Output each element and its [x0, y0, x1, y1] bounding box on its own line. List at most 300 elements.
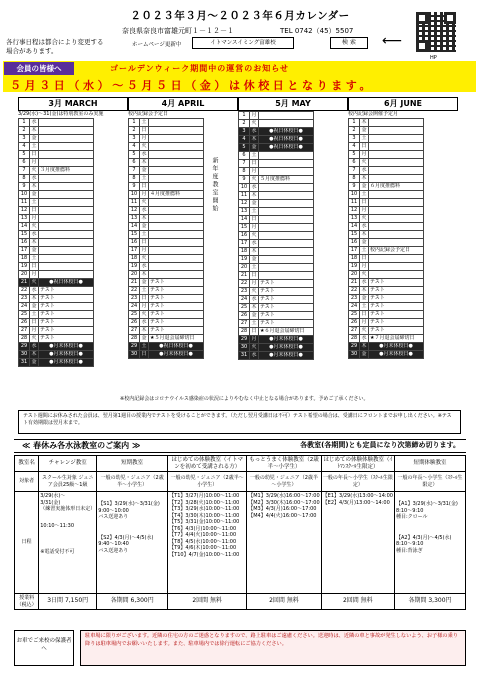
month-calendar — [18, 97, 128, 367]
day-number: 12 — [349, 207, 360, 215]
weekday: 火 — [251, 288, 257, 294]
day-event — [259, 232, 314, 240]
row-label: 対象者 — [15, 472, 39, 492]
day-number: 31 — [19, 359, 30, 367]
weekday: 金 — [361, 239, 367, 245]
day-number: 15 — [19, 231, 30, 239]
day-event — [39, 239, 94, 247]
weekday: 金 — [31, 303, 37, 309]
table-row — [349, 215, 424, 223]
weekday: 水 — [141, 151, 147, 157]
day-number: 10 — [349, 191, 360, 199]
day-event — [369, 223, 424, 231]
day-number: 5 — [349, 151, 360, 159]
table-row — [239, 264, 314, 272]
day-event — [369, 127, 424, 135]
table-row — [349, 239, 424, 247]
weekday: 木 — [361, 343, 367, 349]
day-event — [39, 159, 94, 167]
table-row — [349, 223, 424, 231]
day-number: 2 — [239, 120, 250, 128]
table-row — [239, 136, 314, 144]
weekday: 月 — [31, 327, 37, 333]
weekday: 水 — [251, 352, 257, 358]
qr-finder-icon — [444, 12, 456, 24]
list-item: バス送迎あり — [98, 547, 129, 554]
weekday: 日 — [141, 127, 147, 133]
table-row — [129, 127, 204, 135]
table-row — [239, 192, 314, 200]
table-row — [19, 239, 94, 247]
weekday: 水 — [31, 119, 37, 125]
list-item: 【A1】3/29(水)～3/31(金) — [395, 501, 458, 507]
list-item: 10:10～11:30 — [40, 522, 75, 529]
table-row — [129, 327, 204, 335]
column-header: 教室名 — [15, 456, 39, 472]
day-number: 14 — [239, 216, 250, 224]
spring-capacity-note: 各教室(各期間)とも定員になり次第締め切ります。 — [300, 441, 460, 449]
day-number: 17 — [129, 247, 140, 255]
table-row — [129, 287, 204, 295]
day-number: 7 — [239, 160, 250, 168]
weekday: 日 — [31, 207, 37, 213]
day-event — [259, 112, 314, 120]
day-event: テスト — [369, 295, 424, 303]
day-event: テスト — [149, 311, 204, 319]
weekday: 水 — [251, 296, 257, 302]
fee-cell: 2回間 無料 — [321, 594, 394, 610]
weekday: 金 — [31, 135, 37, 141]
day-number: 20 — [19, 271, 30, 279]
day-event — [39, 231, 94, 239]
table-row — [239, 184, 314, 192]
qr-finder-icon — [416, 12, 428, 24]
weekday: 日 — [251, 216, 257, 222]
weekday: 月 — [251, 112, 257, 118]
table-row — [19, 207, 94, 215]
weekday: 火 — [31, 279, 37, 285]
weekday: 日 — [361, 311, 367, 317]
day-number: 12 — [19, 207, 30, 215]
day-table — [348, 118, 424, 359]
table-row — [19, 119, 94, 127]
row-label: 授業料（税込） — [15, 594, 39, 610]
table-row — [129, 311, 204, 319]
list-item: 【E2】4/3(月)13:00～14:00 — [322, 499, 390, 506]
day-event: テスト — [39, 311, 94, 319]
day-number: 23 — [129, 295, 140, 303]
banner-headline: ゴールデンウィーク期間中の運営のお知らせ — [110, 64, 289, 73]
weekday: 火 — [141, 199, 147, 205]
table-row — [19, 167, 94, 175]
day-number: 9 — [19, 183, 30, 191]
test-note: テスト週間にお休みされた会員は、翌月第1週目の授業内でテストを受けることができます。（ただし翌月受講日は不可）テスト希望の場合は、受講日にフロントまでお申し出ください。※テスト有効期限は翌月末まで。 — [18, 410, 461, 434]
day-number: 4 — [349, 143, 360, 151]
day-number: 2 — [129, 127, 140, 135]
day-event — [149, 127, 204, 135]
day-number: 24 — [129, 303, 140, 311]
table-row — [19, 223, 94, 231]
list-item: 【T2】3/28(火)10:00～11:00 — [169, 499, 240, 506]
table-row — [19, 127, 94, 135]
spring-title: ≪ 春休み各水泳教室のご案内 ≫ — [22, 441, 141, 450]
table-row — [239, 200, 314, 208]
table-row — [349, 263, 424, 271]
day-event: ●月末休校日● — [39, 359, 94, 367]
day-event: テスト — [259, 296, 314, 304]
day-number: 10 — [129, 191, 140, 199]
table-row — [349, 119, 424, 127]
weekday: 水 — [251, 184, 257, 190]
weekday: 月 — [31, 159, 37, 165]
day-event: ●祝日休校日● — [259, 144, 314, 152]
list-item: 3/31(金) — [40, 499, 61, 506]
weekday: 木 — [251, 192, 257, 198]
day-number: 19 — [239, 256, 250, 264]
day-event — [369, 167, 424, 175]
table-row — [349, 247, 424, 255]
weekday: 土 — [251, 208, 257, 214]
day-event — [369, 191, 424, 199]
table-row — [129, 263, 204, 271]
day-number: 19 — [349, 263, 360, 271]
day-number: 26 — [349, 319, 360, 327]
weekday: 月 — [361, 263, 367, 269]
weekday: 土 — [361, 247, 367, 253]
month-title: 3月 MARCH — [18, 97, 128, 111]
weekday: 木 — [31, 127, 37, 133]
search-button[interactable]: 検 索 — [330, 37, 368, 49]
fee-cell: 各期間 6,300円 — [97, 594, 168, 610]
day-event — [259, 272, 314, 280]
list-item: 3/29(水)～ — [40, 493, 66, 499]
table-row — [349, 255, 424, 263]
search-input[interactable]: イトマンスイミング富雄校 — [192, 37, 294, 49]
table-cell: 一般の幼児・ジュニア（2歳半～小学生） — [97, 472, 168, 492]
fee-cell: 3日間 7,150円 — [39, 594, 97, 610]
fee-cell: 2回間 無料 — [168, 594, 247, 610]
day-number: 9 — [349, 183, 360, 191]
weekday: 木 — [141, 327, 147, 333]
table-row — [129, 143, 204, 151]
weekday: 日 — [251, 272, 257, 278]
weekday: 木 — [31, 295, 37, 301]
weekday: 金 — [31, 191, 37, 197]
weekday: 火 — [251, 232, 257, 238]
day-event — [369, 231, 424, 239]
weekday: 木 — [251, 136, 257, 142]
weekday: 木 — [141, 215, 147, 221]
day-number: 1 — [239, 112, 250, 120]
table-row — [129, 167, 204, 175]
weekday: 火 — [251, 176, 257, 182]
table-row — [239, 328, 314, 336]
day-number: 8 — [19, 175, 30, 183]
day-number: 5 — [239, 144, 250, 152]
table-row — [349, 327, 424, 335]
day-number: 15 — [349, 231, 360, 239]
weekday: 火 — [361, 159, 367, 165]
day-number: 26 — [19, 319, 30, 327]
weekday: 金 — [251, 144, 257, 150]
table-row — [19, 247, 94, 255]
address: 奈良県奈良市富雄元町１－１２－１ — [122, 27, 234, 35]
day-event: テスト — [259, 288, 314, 296]
weekday: 金 — [141, 223, 147, 229]
table-row — [239, 272, 314, 280]
day-number: 29 — [239, 336, 250, 344]
day-event — [149, 167, 204, 175]
day-event: テスト — [39, 335, 94, 343]
table-cell: 一般の年長～小学生（ｽｸｰﾙ生限定） — [321, 472, 394, 492]
day-number: 29 — [349, 343, 360, 351]
table-row — [129, 231, 204, 239]
day-number: 9 — [129, 183, 140, 191]
table-row — [239, 240, 314, 248]
day-number: 7 — [19, 167, 30, 175]
weekday: 土 — [361, 135, 367, 141]
table-row — [239, 280, 314, 288]
weekday: 金 — [31, 359, 37, 365]
weekday: 水 — [251, 128, 257, 134]
short-course-dates — [97, 492, 168, 594]
day-event — [39, 135, 94, 143]
list-item: 8:10～9:10 — [395, 507, 424, 514]
weekday: 土 — [361, 303, 367, 309]
day-event — [39, 143, 94, 151]
table-row — [239, 160, 314, 168]
table-row — [19, 159, 94, 167]
column-header: はじめての体験体験教室（ｲﾄﾏﾝｽｸｰﾙ生限定） — [321, 456, 394, 472]
day-event — [259, 152, 314, 160]
table-row — [129, 207, 204, 215]
day-number: 23 — [239, 288, 250, 296]
weekday: 月 — [251, 280, 257, 286]
list-item: （練習実施体形日未定） — [40, 506, 96, 512]
table-row — [239, 168, 314, 176]
day-event — [259, 168, 314, 176]
fee-cell: 各期間 3,300円 — [394, 594, 465, 610]
spring-course-table — [14, 455, 466, 610]
column-header: はじめての体験教室（イトマンを初めて受講される方） — [168, 456, 247, 472]
day-event — [39, 119, 94, 127]
day-event — [149, 247, 204, 255]
day-event: ★５月退会届締切日 — [149, 335, 204, 343]
table-row — [239, 320, 314, 328]
list-item: 【E1】3/29(水)13:00～14:00 — [322, 493, 393, 499]
weekday: 金 — [361, 351, 367, 357]
day-event: ●月末休校日● — [259, 352, 314, 360]
day-event: ●月末休校日● — [369, 351, 424, 359]
day-number: 9 — [239, 176, 250, 184]
table-row — [129, 175, 204, 183]
list-item: 【M2】3/30(木)16:00～17:00 — [248, 499, 320, 506]
day-number: 16 — [19, 239, 30, 247]
day-event — [39, 207, 94, 215]
weekday: 火 — [141, 311, 147, 317]
day-number: 4 — [239, 136, 250, 144]
day-event — [149, 263, 204, 271]
day-number: 6 — [129, 159, 140, 167]
day-number: 13 — [19, 215, 30, 223]
day-event — [39, 271, 94, 279]
weekday: 日 — [251, 328, 257, 334]
day-number: 27 — [129, 327, 140, 335]
weekday: 日 — [141, 239, 147, 245]
day-event: テスト — [259, 280, 314, 288]
weekday: 水 — [361, 335, 367, 341]
weekday: 土 — [141, 343, 147, 349]
day-event — [149, 215, 204, 223]
day-number: 25 — [129, 311, 140, 319]
column-header: もっとうまく体験教室（2歳半～小学生） — [247, 456, 321, 472]
day-event — [149, 135, 204, 143]
list-item: 【M3】4/3(月)16:00～17:00 — [248, 506, 317, 512]
weekday: 月 — [141, 191, 147, 197]
day-event — [39, 215, 94, 223]
weekday: 水 — [361, 223, 367, 229]
day-event: テスト — [369, 311, 424, 319]
month-subtitle: 校内記録会開催予定月 — [348, 111, 399, 117]
list-item: 【T7】4/4(火)10:00～11:00 — [169, 532, 237, 538]
day-event: テスト — [259, 320, 314, 328]
day-event — [259, 224, 314, 232]
weekday: 月 — [31, 271, 37, 277]
table-row — [349, 319, 424, 327]
spring-heading — [14, 439, 466, 453]
day-event — [149, 151, 204, 159]
weekday: 土 — [141, 175, 147, 181]
day-event — [149, 207, 204, 215]
weekday: 月 — [361, 319, 367, 325]
day-number: 10 — [19, 191, 30, 199]
weekday: 水 — [251, 240, 257, 246]
day-event — [149, 239, 204, 247]
day-number: 21 — [19, 279, 30, 287]
table-row — [239, 216, 314, 224]
weekday: 水 — [31, 343, 37, 349]
weekday: 土 — [31, 199, 37, 205]
day-number: 27 — [239, 320, 250, 328]
table-row — [239, 224, 314, 232]
table-row — [19, 327, 94, 335]
day-number: 4 — [129, 143, 140, 151]
day-number: 11 — [129, 199, 140, 207]
parent-notice: お車でご来校の保護者へ — [14, 630, 74, 666]
weekday: 木 — [251, 248, 257, 254]
table-row — [349, 207, 424, 215]
day-number: 22 — [19, 287, 30, 295]
table-row — [349, 159, 424, 167]
day-event: テスト — [369, 279, 424, 287]
table-row — [129, 239, 204, 247]
day-event: テスト — [39, 303, 94, 311]
table-row — [349, 335, 424, 343]
table-row — [239, 296, 314, 304]
day-event: ●月末休校日● — [149, 351, 204, 359]
weekday: 木 — [31, 239, 37, 245]
table-row — [239, 256, 314, 264]
day-event — [369, 207, 424, 215]
table-row — [239, 208, 314, 216]
weekday: 火 — [361, 327, 367, 333]
day-event — [149, 231, 204, 239]
day-number: 18 — [349, 255, 360, 263]
month-title: 4月 APRIL — [128, 97, 238, 111]
day-event — [369, 135, 424, 143]
day-event — [149, 159, 204, 167]
weekday: 土 — [141, 119, 147, 125]
day-number: 15 — [239, 224, 250, 232]
weekday: 土 — [361, 191, 367, 197]
table-row — [15, 456, 466, 472]
list-item: 【T1】3/27(月)10:00～11:00 — [169, 493, 240, 499]
day-event: ●祝日休校日● — [259, 136, 314, 144]
weekday: 火 — [31, 167, 37, 173]
day-event — [259, 256, 314, 264]
table-row — [129, 223, 204, 231]
table-row — [19, 287, 94, 295]
day-event — [259, 120, 314, 128]
row-label: 日程 — [15, 492, 39, 594]
day-number: 8 — [239, 168, 250, 176]
table-row — [19, 271, 94, 279]
table-row — [349, 287, 424, 295]
table-row — [239, 144, 314, 152]
day-event: ●祝日休校日● — [149, 343, 204, 351]
table-row — [129, 343, 204, 351]
day-number: 5 — [129, 151, 140, 159]
weekday: 木 — [361, 119, 367, 125]
day-number: 11 — [349, 199, 360, 207]
table-row — [349, 191, 424, 199]
day-number: 24 — [349, 303, 360, 311]
weekday: 土 — [251, 320, 257, 326]
day-number: 28 — [19, 335, 30, 343]
day-event — [149, 199, 204, 207]
day-event — [369, 239, 424, 247]
table-row — [129, 247, 204, 255]
day-number: 31 — [239, 352, 250, 360]
list-item: ※電話受付不可 — [40, 549, 75, 555]
day-table — [18, 118, 94, 367]
table-row — [19, 143, 94, 151]
day-event: ★６月退会届締切日 — [259, 328, 314, 336]
weekday: 日 — [361, 255, 367, 261]
table-row — [349, 167, 424, 175]
weekday: 火 — [361, 271, 367, 277]
day-number: 18 — [129, 255, 140, 263]
table-row — [15, 594, 466, 610]
qr-code-icon[interactable] — [416, 12, 456, 52]
weekday: 月 — [141, 247, 147, 253]
table-row — [15, 492, 466, 594]
list-item: バス送迎あり — [98, 514, 129, 520]
day-event: テスト — [369, 287, 424, 295]
table-row — [19, 215, 94, 223]
weekday: 木 — [141, 271, 147, 277]
table-cell: スクール生対象 ジュニア会員25級～1級 — [39, 472, 97, 492]
day-event: ★７月退会届締切日 — [369, 335, 424, 343]
telephone: TEL 0742（45）5507 — [280, 27, 354, 35]
challenge-dates — [39, 492, 97, 594]
table-row — [349, 279, 424, 287]
day-number: 28 — [239, 328, 250, 336]
table-row — [239, 312, 314, 320]
day-number: 11 — [19, 199, 30, 207]
table-row — [239, 232, 314, 240]
month-calendar — [128, 97, 238, 359]
